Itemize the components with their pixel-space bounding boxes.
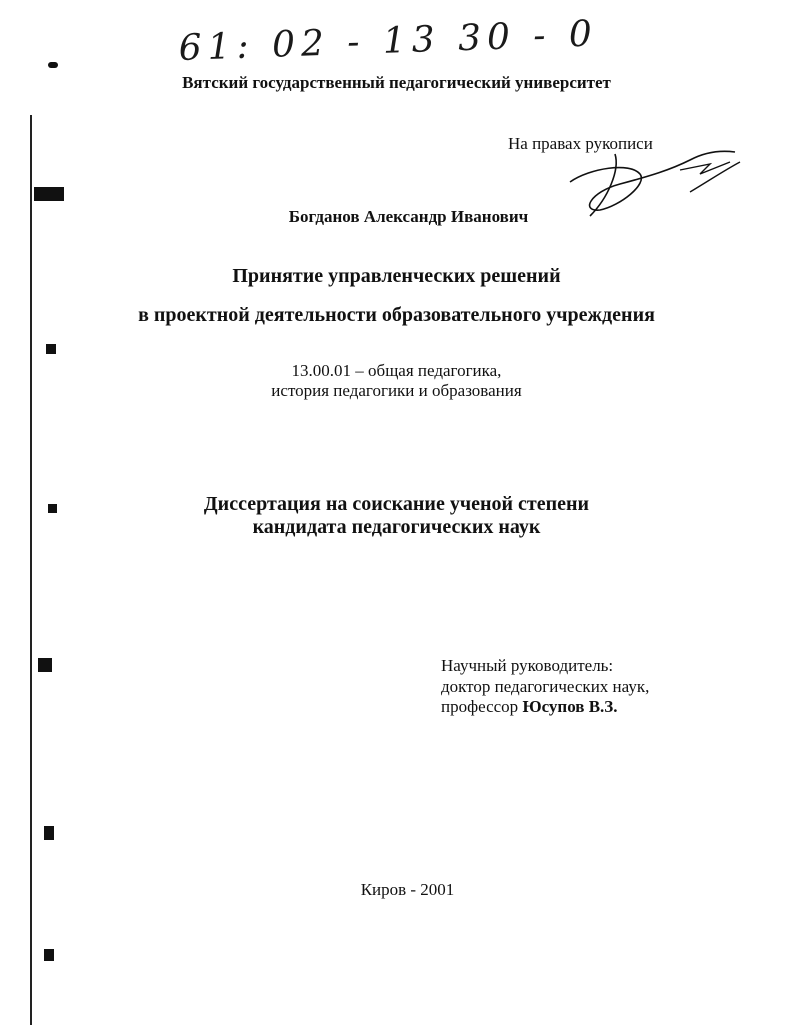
rights-note: На правах рукописи <box>508 134 653 153</box>
degree-statement-line-2: кандидата педагогических наук <box>252 516 541 538</box>
supervisor-line <box>441 697 618 717</box>
scan-mark <box>34 187 64 201</box>
handwritten-registration-number: 61: 02 - 13 30 - 0 <box>178 13 599 69</box>
university-name: Вятский государственный педагогический университет <box>182 73 611 92</box>
supervisor-name: Юсупов В.З. <box>522 697 618 716</box>
scan-mark <box>44 949 54 961</box>
dissertation-title-line-1: Принятие управленческих решений <box>232 265 561 287</box>
dissertation-title-line-2: в проектной деятельности образовательного учреждения <box>138 304 655 326</box>
scan-mark <box>38 658 52 672</box>
scan-mark <box>46 344 56 354</box>
city-year: Киров - 2001 <box>360 880 455 899</box>
specialty-line-2: история педагогики и образования <box>271 381 522 400</box>
degree-statement-line-1: Диссертация на соискание ученой степени <box>203 493 590 515</box>
supervisor-label: Научный руководитель: <box>441 656 614 675</box>
supervisor-rank: профессор <box>441 697 519 716</box>
author-name: Богданов Александр Иванович <box>288 207 529 226</box>
scan-mark <box>48 62 58 68</box>
specialty-line-1: 13.00.01 – общая педагогика, <box>291 361 502 380</box>
scan-mark <box>44 826 54 840</box>
supervisor-degree: доктор педагогических наук, <box>441 677 650 696</box>
